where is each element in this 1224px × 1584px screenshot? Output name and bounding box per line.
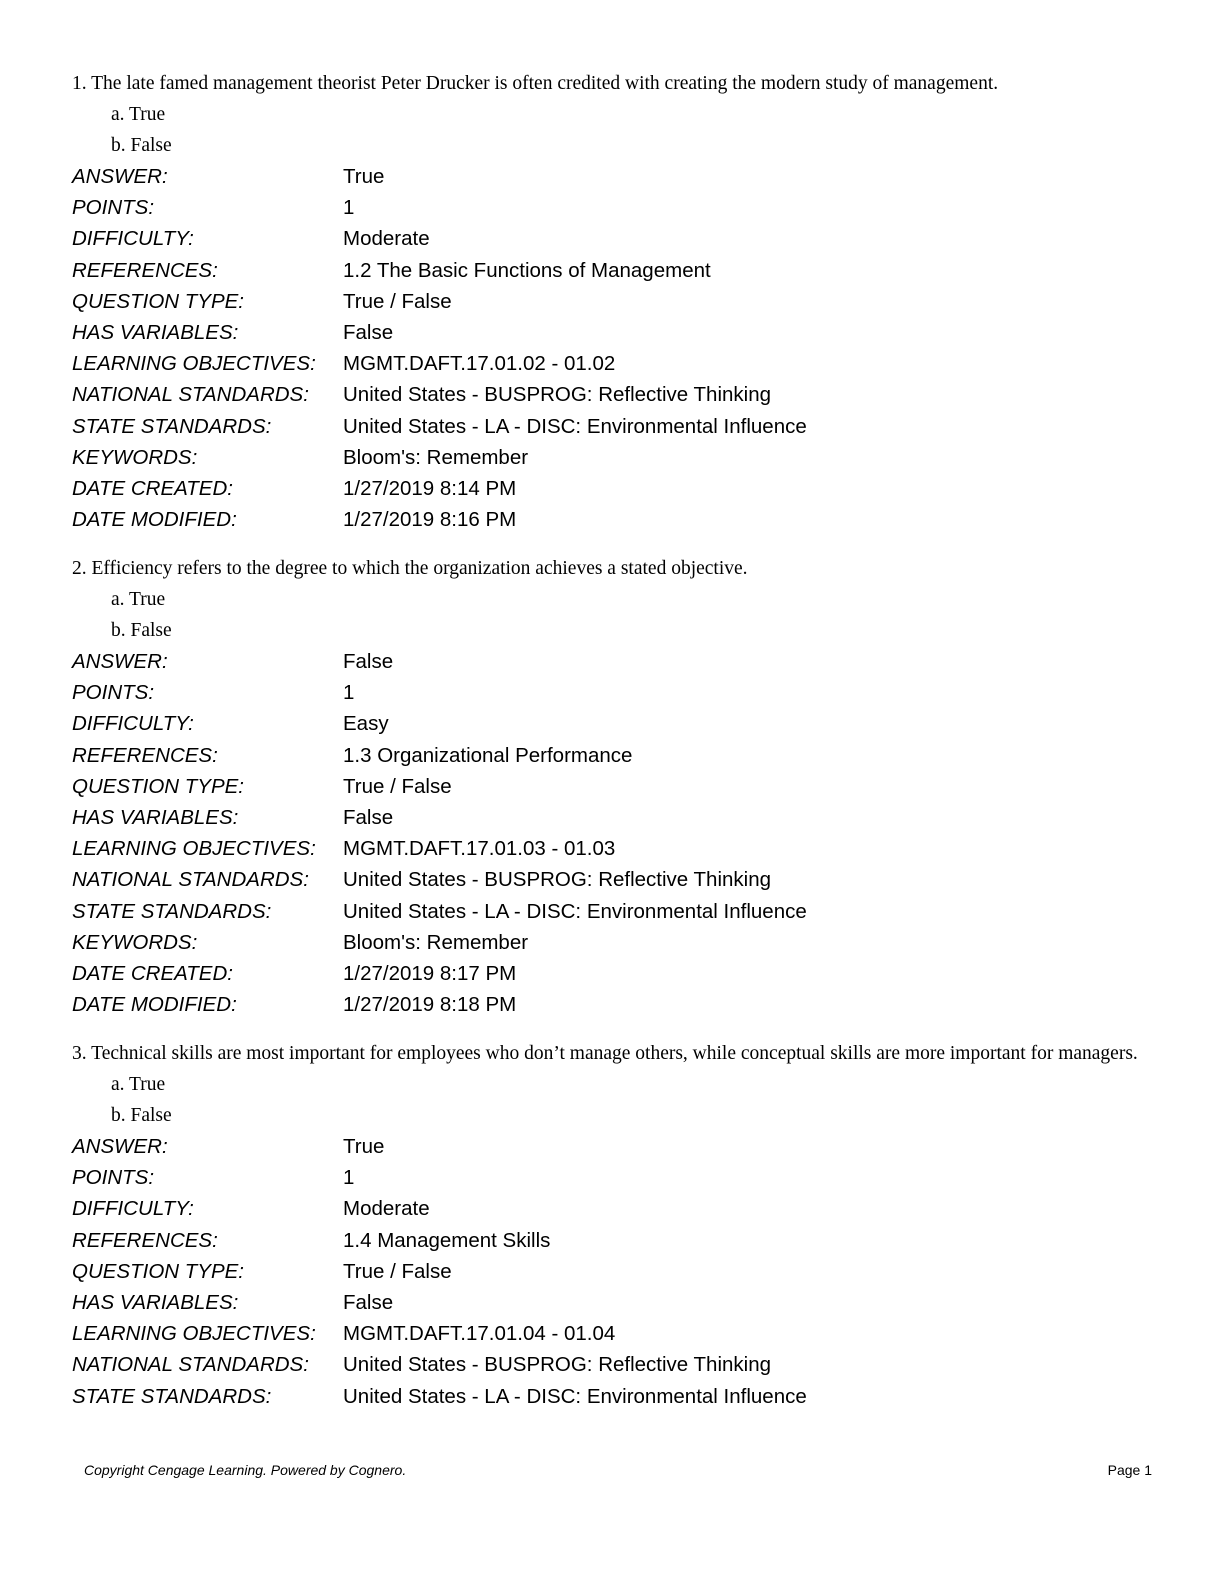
metadata-label: STATE STANDARDS: (72, 1384, 272, 1408)
metadata-label: REFERENCES: (72, 1228, 218, 1252)
metadata-row (72, 1287, 1152, 1318)
metadata-label: STATE STANDARDS: (72, 899, 272, 923)
metadata-row (72, 442, 1152, 473)
option-a: a. True (111, 1074, 166, 1095)
metadata-row (72, 1349, 1152, 1380)
question-3 (72, 1041, 1152, 1412)
metadata-label: QUESTION TYPE: (72, 774, 244, 798)
metadata-value: 1.2 The Basic Functions of Management (343, 258, 711, 282)
metadata-label: KEYWORDS: (72, 930, 198, 954)
metadata-row (72, 989, 1152, 1020)
metadata-row (72, 646, 1152, 677)
metadata-row (72, 1318, 1152, 1349)
metadata-value: True / False (343, 289, 452, 313)
metadata-value: MGMT.DAFT.17.01.04 - 01.04 (343, 1322, 616, 1346)
copyright-text: Copyright Cengage Learning. Powered by Cognero. (84, 1462, 407, 1478)
metadata-value: False (343, 1291, 394, 1315)
metadata-row (72, 677, 1152, 708)
metadata-value: 1/27/2019 8:14 PM (343, 477, 517, 501)
question-text: 3. Technical skills are most important for employees who don’t manage others, while conceptual skills are more important for managers. (72, 1043, 1138, 1064)
metadata-label: LEARNING OBJECTIVES: (72, 1322, 316, 1346)
metadata-value: Bloom's: Remember (343, 445, 529, 469)
question-2 (72, 556, 1152, 1020)
metadata-label: DIFFICULTY: (72, 227, 194, 251)
metadata-value: 1 (343, 1166, 355, 1190)
metadata-label: QUESTION TYPE: (72, 1259, 244, 1283)
metadata-label: HAS VARIABLES: (72, 806, 239, 830)
metadata-label: DATE MODIFIED: (72, 993, 237, 1017)
metadata-value: United States - BUSPROG: Reflective Thinking (343, 868, 772, 892)
question-metadata (72, 646, 1152, 1020)
question-1 (72, 71, 1152, 535)
metadata-value: United States - BUSPROG: Reflective Thinking (343, 1353, 772, 1377)
metadata-row (72, 740, 1152, 771)
metadata-row (72, 379, 1152, 410)
metadata-row (72, 255, 1152, 286)
metadata-label: ANSWER: (72, 165, 168, 188)
metadata-value: True (343, 165, 385, 188)
metadata-label: NATIONAL STANDARDS: (72, 383, 309, 407)
metadata-value: 1/27/2019 8:17 PM (343, 962, 517, 986)
question-text: 2. Efficiency refers to the degree to which the organization achieves a stated objective. (72, 558, 748, 579)
metadata-label: KEYWORDS: (72, 445, 198, 469)
metadata-value: 1.3 Organizational Performance (343, 743, 633, 767)
metadata-label: HAS VARIABLES: (72, 1291, 239, 1315)
metadata-row (72, 927, 1152, 958)
metadata-value: Moderate (343, 227, 430, 251)
metadata-value: MGMT.DAFT.17.01.03 - 01.03 (343, 837, 616, 861)
metadata-value: Moderate (343, 1197, 430, 1221)
metadata-label: STATE STANDARDS: (72, 414, 272, 438)
metadata-row (72, 286, 1152, 317)
metadata-label: DATE CREATED: (72, 477, 233, 501)
metadata-value: True / False (343, 1259, 452, 1283)
metadata-value: True (343, 1135, 385, 1158)
option-b: b. False (111, 1105, 172, 1126)
metadata-label: NATIONAL STANDARDS: (72, 868, 309, 892)
question-metadata (72, 1131, 1152, 1412)
metadata-label: HAS VARIABLES: (72, 321, 239, 345)
metadata-label: POINTS: (72, 196, 155, 220)
metadata-row (72, 833, 1152, 864)
metadata-row (72, 896, 1152, 927)
metadata-value: False (343, 321, 394, 345)
question-metadata (72, 161, 1152, 535)
metadata-row (72, 708, 1152, 739)
metadata-label: QUESTION TYPE: (72, 289, 244, 313)
metadata-label: LEARNING OBJECTIVES: (72, 352, 316, 376)
metadata-row (72, 1225, 1152, 1256)
metadata-row (72, 504, 1152, 535)
option-b: b. False (111, 620, 172, 641)
metadata-row (72, 1131, 1152, 1162)
metadata-row (72, 317, 1152, 348)
metadata-label: REFERENCES: (72, 743, 218, 767)
metadata-value: 1 (343, 681, 355, 705)
metadata-value: 1 (343, 196, 355, 220)
metadata-value: United States - LA - DISC: Environmental Influence (343, 899, 807, 923)
metadata-value: 1/27/2019 8:16 PM (343, 508, 517, 532)
metadata-row (72, 958, 1152, 989)
metadata-label: LEARNING OBJECTIVES: (72, 837, 316, 861)
metadata-label: NATIONAL STANDARDS: (72, 1353, 309, 1377)
metadata-label: DIFFICULTY: (72, 1197, 194, 1221)
metadata-row (72, 1162, 1152, 1193)
metadata-row (72, 161, 1152, 192)
metadata-value: False (343, 806, 394, 830)
metadata-value: United States - LA - DISC: Environmental Influence (343, 1384, 807, 1408)
metadata-label: POINTS: (72, 1166, 155, 1190)
metadata-value: MGMT.DAFT.17.01.02 - 01.02 (343, 352, 616, 376)
metadata-row (72, 864, 1152, 895)
metadata-value: United States - LA - DISC: Environmental Influence (343, 414, 807, 438)
metadata-label: POINTS: (72, 681, 155, 705)
metadata-row (72, 1256, 1152, 1287)
option-a: a. True (111, 104, 166, 125)
metadata-value: United States - BUSPROG: Reflective Thinking (343, 383, 772, 407)
metadata-value: Easy (343, 712, 389, 736)
metadata-value: Bloom's: Remember (343, 930, 529, 954)
option-b: b. False (111, 135, 172, 156)
metadata-label: ANSWER: (72, 1135, 168, 1158)
metadata-row (72, 473, 1152, 504)
metadata-row (72, 1193, 1152, 1224)
metadata-label: DATE MODIFIED: (72, 508, 237, 532)
option-a: a. True (111, 589, 166, 610)
metadata-row (72, 348, 1152, 379)
metadata-row (72, 223, 1152, 254)
metadata-value: False (343, 650, 394, 673)
metadata-value: 1/27/2019 8:18 PM (343, 993, 517, 1017)
metadata-label: REFERENCES: (72, 258, 218, 282)
question-text: 1. The late famed management theorist Peter Drucker is often credited with creating the modern study of management. (72, 73, 999, 94)
metadata-value: 1.4 Management Skills (343, 1228, 551, 1252)
metadata-label: DIFFICULTY: (72, 712, 194, 736)
metadata-row (72, 771, 1152, 802)
metadata-label: DATE CREATED: (72, 962, 233, 986)
page-number: Page 1 (1107, 1462, 1152, 1478)
metadata-label: ANSWER: (72, 650, 168, 673)
metadata-row (72, 1381, 1152, 1412)
metadata-row (72, 192, 1152, 223)
metadata-value: True / False (343, 774, 452, 798)
metadata-row (72, 411, 1152, 442)
metadata-row (72, 802, 1152, 833)
